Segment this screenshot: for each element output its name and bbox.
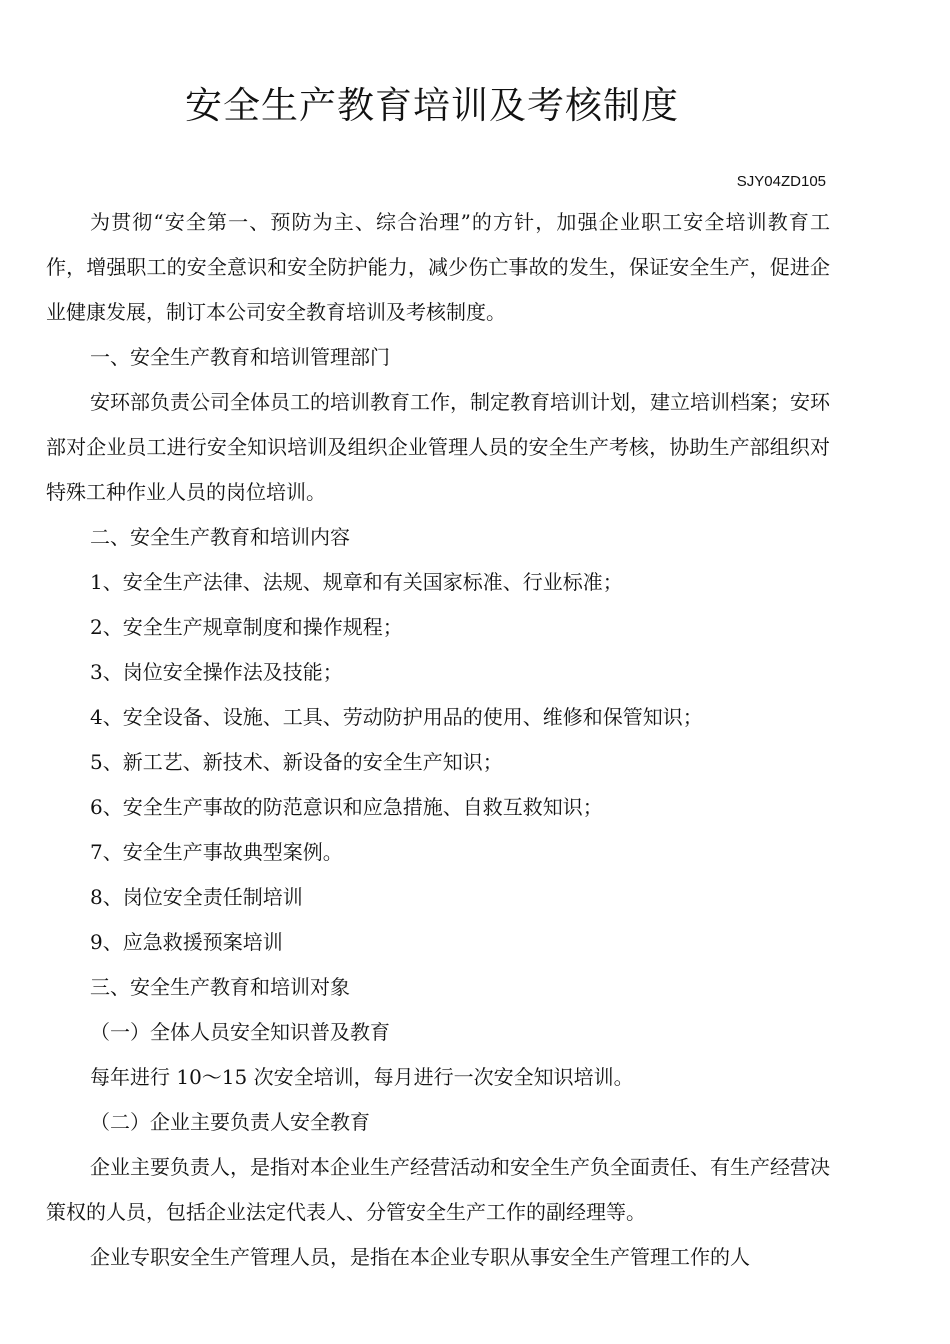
section-heading: 一、安全生产教育和培训管理部门 bbox=[90, 345, 390, 369]
section-heading: 三、安全生产教育和培训对象 bbox=[90, 975, 350, 999]
list-item: 7、安全生产事故典型案例。 bbox=[90, 840, 343, 864]
subsection-heading: （一）全体人员安全知识普及教育 bbox=[90, 1020, 390, 1044]
subsection-heading: （二）企业主要负责人安全教育 bbox=[90, 1110, 370, 1134]
list-item: 9、应急救援预案培训 bbox=[90, 930, 283, 954]
body-paragraph: 企业专职安全生产管理人员，是指在本企业专职从事安全生产管理工作的人 bbox=[90, 1245, 750, 1269]
list-item: 6、安全生产事故的防范意识和应急措施、自救互救知识； bbox=[90, 795, 603, 819]
list-item: 3、岗位安全操作法及技能； bbox=[90, 660, 343, 684]
list-item: 8、岗位安全责任制培训 bbox=[90, 885, 303, 909]
document-body bbox=[46, 200, 830, 1280]
list-item: 1、安全生产法律、法规、规章和有关国家标准、行业标准； bbox=[90, 570, 623, 594]
list-item: 5、新工艺、新技术、新设备的安全生产知识； bbox=[90, 750, 503, 774]
body-paragraph: 每年进行 10～15 次安全培训，每月进行一次安全知识培训。 bbox=[90, 1065, 634, 1089]
section-heading: 二、安全生产教育和培训内容 bbox=[90, 525, 350, 549]
document-code: SJY04ZD105 bbox=[736, 173, 826, 190]
list-item: 4、安全设备、设施、工具、劳动防护用品的使用、维修和保管知识； bbox=[90, 705, 703, 729]
body-paragraph: 安环部负责公司全体员工的培训教育工作，制定教育培训计划，建立培训档案；安环部对企业员工进行安全知识培训及组织企业管理人员的安全生产考核，协助生产部组织对特殊工种作业人员的岗位培训。 bbox=[46, 390, 830, 504]
intro-paragraph: 为贯彻“安全第一、预防为主、综合治理”的方针，加强企业职工安全培训教育工作，增强职工的安全意识和安全防护能力，减少伤亡事故的发生，保证安全生产，促进企业健康发展，制订本公司安全教育培训及考核制度。 bbox=[46, 210, 830, 324]
body-paragraph: 企业主要负责人，是指对本企业生产经营活动和安全生产负全面责任、有生产经营决策权的人员，包括企业法定代表人、分管安全生产工作的副经理等。 bbox=[46, 1155, 830, 1224]
list-item: 2、安全生产规章制度和操作规程； bbox=[90, 615, 403, 639]
document-title: 安全生产教育培训及考核制度 bbox=[185, 84, 679, 127]
